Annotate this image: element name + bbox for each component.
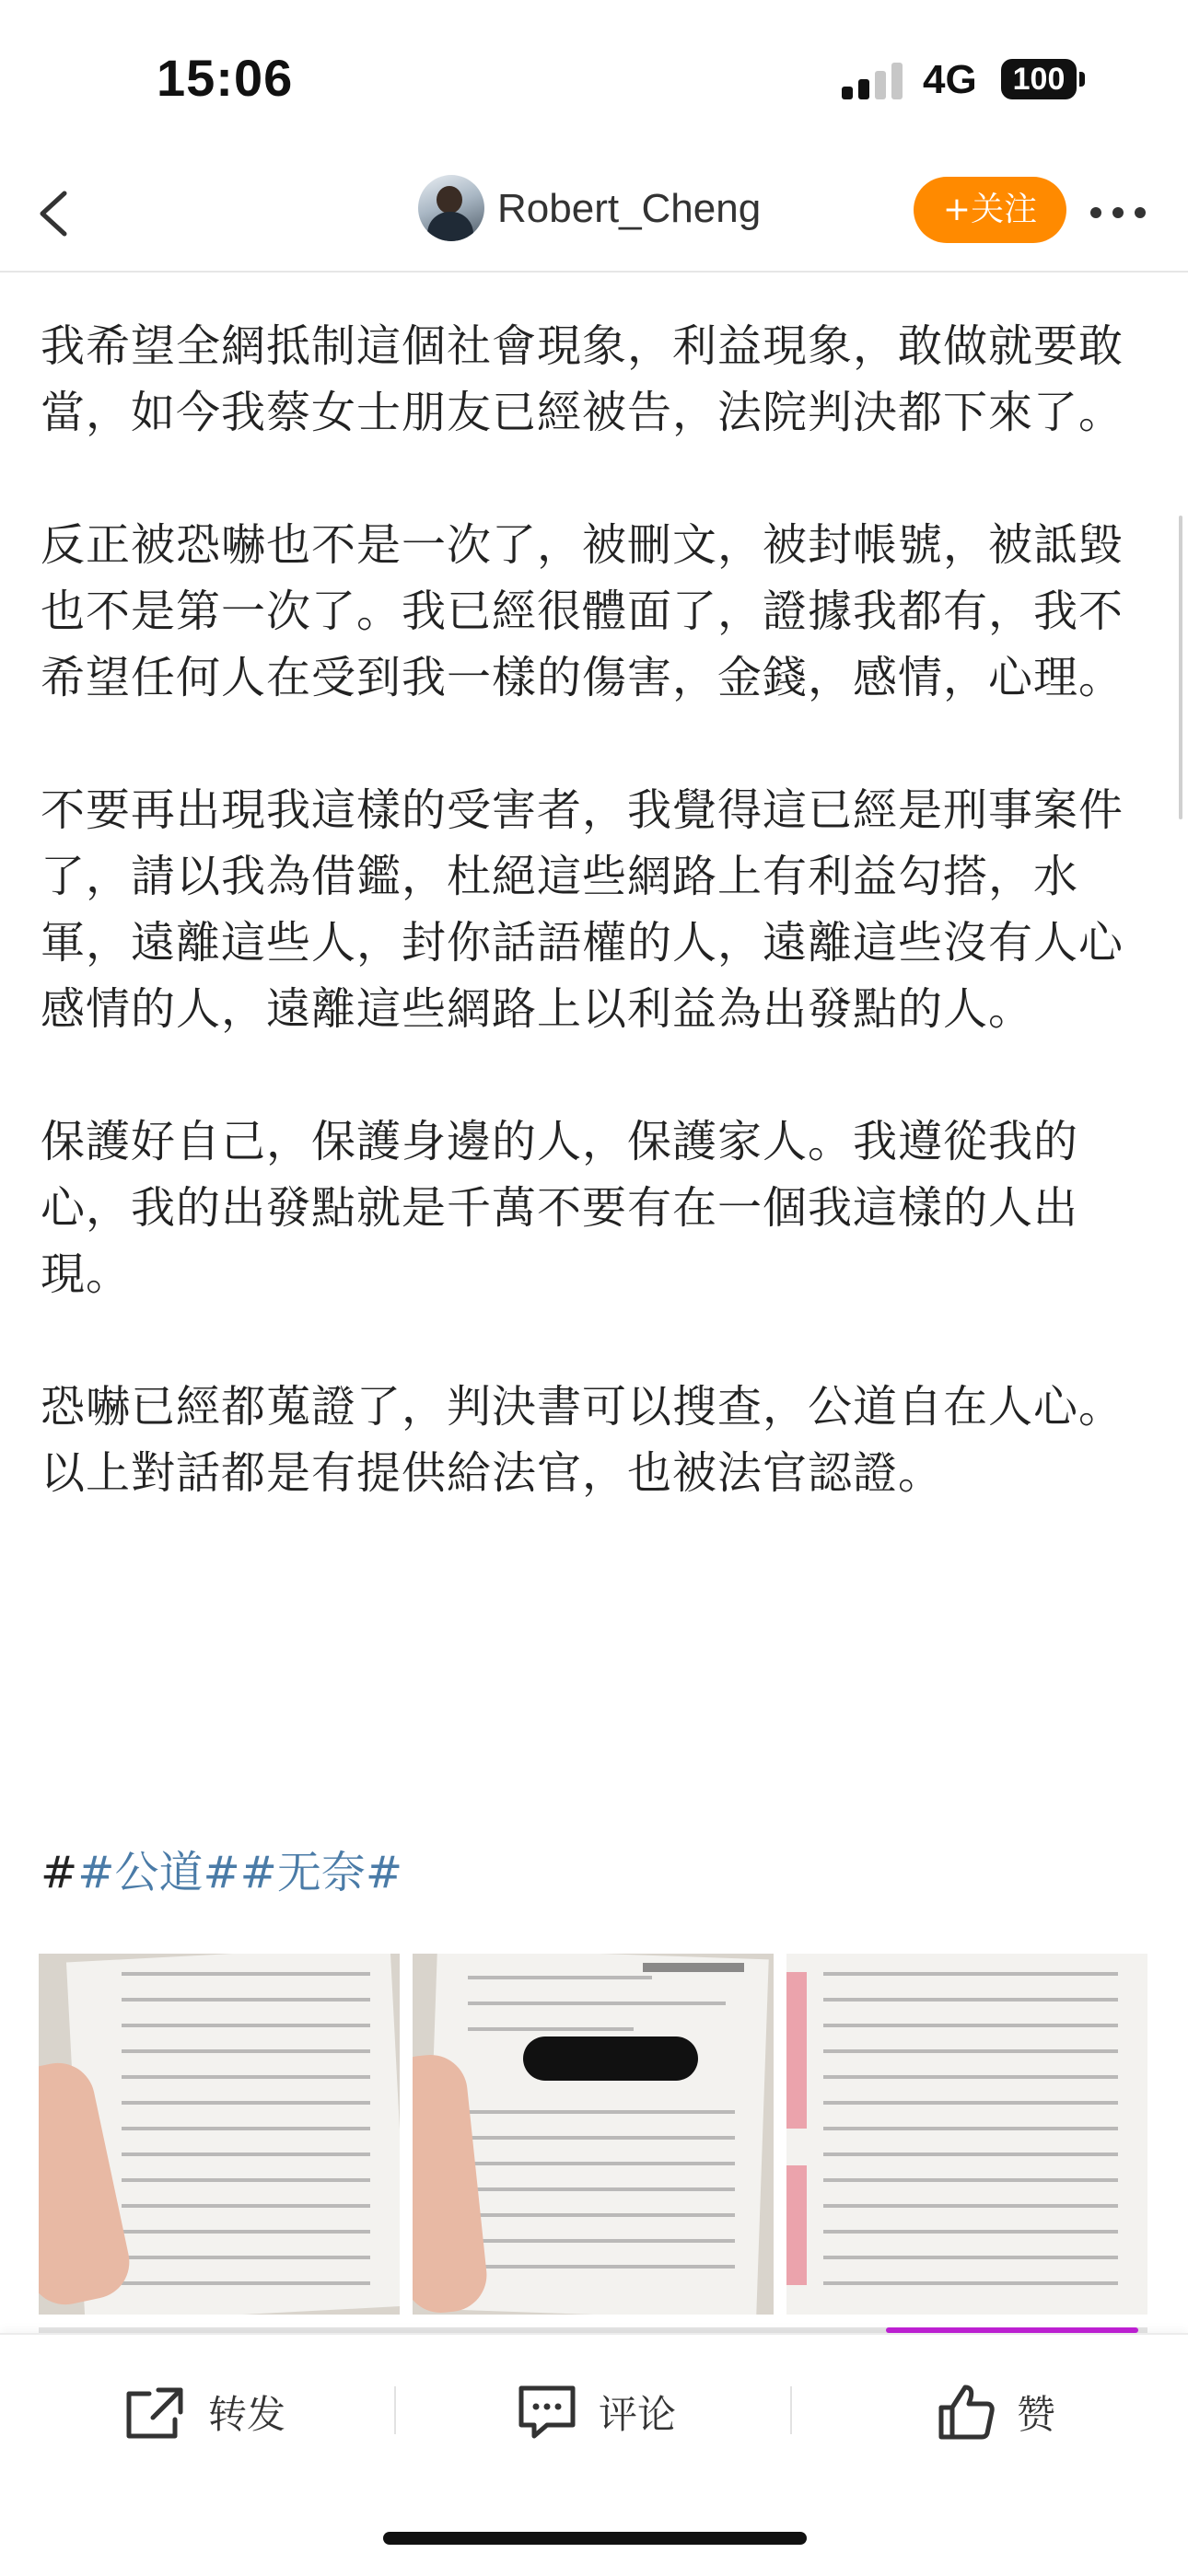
more-dots-icon[interactable] <box>1083 184 1157 239</box>
comment-label: 评论 <box>599 2392 677 2437</box>
post-header <box>0 157 1188 273</box>
network-type: 4G <box>923 57 977 102</box>
share-icon <box>122 2383 188 2442</box>
like-button[interactable] <box>936 2375 1055 2449</box>
post-paragraph: 以上對話都是有提供給法官，也被法官認證。 <box>41 1447 944 1499</box>
photo-thumbnail[interactable] <box>786 1954 1147 2315</box>
photo-grid <box>39 1954 1147 2315</box>
back-button[interactable] <box>18 175 92 252</box>
hashtag-prefix: # <box>41 1847 78 1898</box>
status-time: 15:06 <box>157 49 294 107</box>
status-bar <box>0 0 1188 157</box>
post-paragraph: 我希望全網抵制這個社會現象，利益現象，敢做就要敢當，如今我蔡女士朋友已經被告，法院判決都下來了。 <box>41 320 1124 438</box>
home-indicator[interactable] <box>383 2532 807 2545</box>
author-username[interactable]: Robert_Cheng <box>497 186 762 231</box>
signal-icon <box>842 61 903 99</box>
hashtag-row <box>41 1839 402 1906</box>
hashtag-link[interactable]: #公道# <box>77 1847 240 1898</box>
action-divider <box>394 2386 396 2434</box>
scrollbar[interactable] <box>1179 516 1182 819</box>
comment-icon <box>516 2383 578 2442</box>
comment-button[interactable] <box>516 2375 676 2449</box>
photo-thumbnail[interactable] <box>413 1954 774 2315</box>
thumbs-up-icon <box>936 2382 996 2443</box>
avatar[interactable] <box>418 175 484 241</box>
hashtag-link[interactable]: #无奈# <box>239 1847 403 1898</box>
action-divider <box>790 2386 792 2434</box>
battery-tip <box>1079 72 1085 87</box>
post-paragraph: 反正被恐嚇也不是一次了，被刪文，被封帳號，被詆毀也不是第一次了。我已經很體面了，證據我都有，我不希望任何人在受到我一樣的傷害，金錢，感情，心理。 <box>41 519 1124 703</box>
like-label: 赞 <box>1017 2392 1056 2437</box>
follow-button[interactable]: +关注 <box>914 177 1066 243</box>
battery-level: 100 <box>1012 62 1066 97</box>
repost-label: 转发 <box>208 2392 286 2437</box>
post-paragraph: 保護好自己，保護身邊的人，保護家人。我遵從我的心，我的出發點就是千萬不要有在一個我這樣的人出現。 <box>41 1116 1079 1300</box>
battery-icon <box>1001 59 1077 99</box>
chevron-left-icon <box>31 188 76 239</box>
post-body <box>41 313 1146 1506</box>
photo-thumbnail[interactable] <box>39 1954 400 2315</box>
repost-button[interactable] <box>122 2375 285 2449</box>
post-paragraph: 恐嚇已經都蒐證了，判決書可以搜查，公道自在人心。 <box>41 1381 1124 1433</box>
post-paragraph: 不要再出現我這樣的受害者，我覺得這已經是刑事案件了，請以我為借鑑，杜絕這些網路上有利益勾搭，水軍，遠離這些人，封你話語權的人，遠離這些沒有人心感情的人，遠離這些網路上以利益為出發點的人。 <box>41 784 1124 1035</box>
